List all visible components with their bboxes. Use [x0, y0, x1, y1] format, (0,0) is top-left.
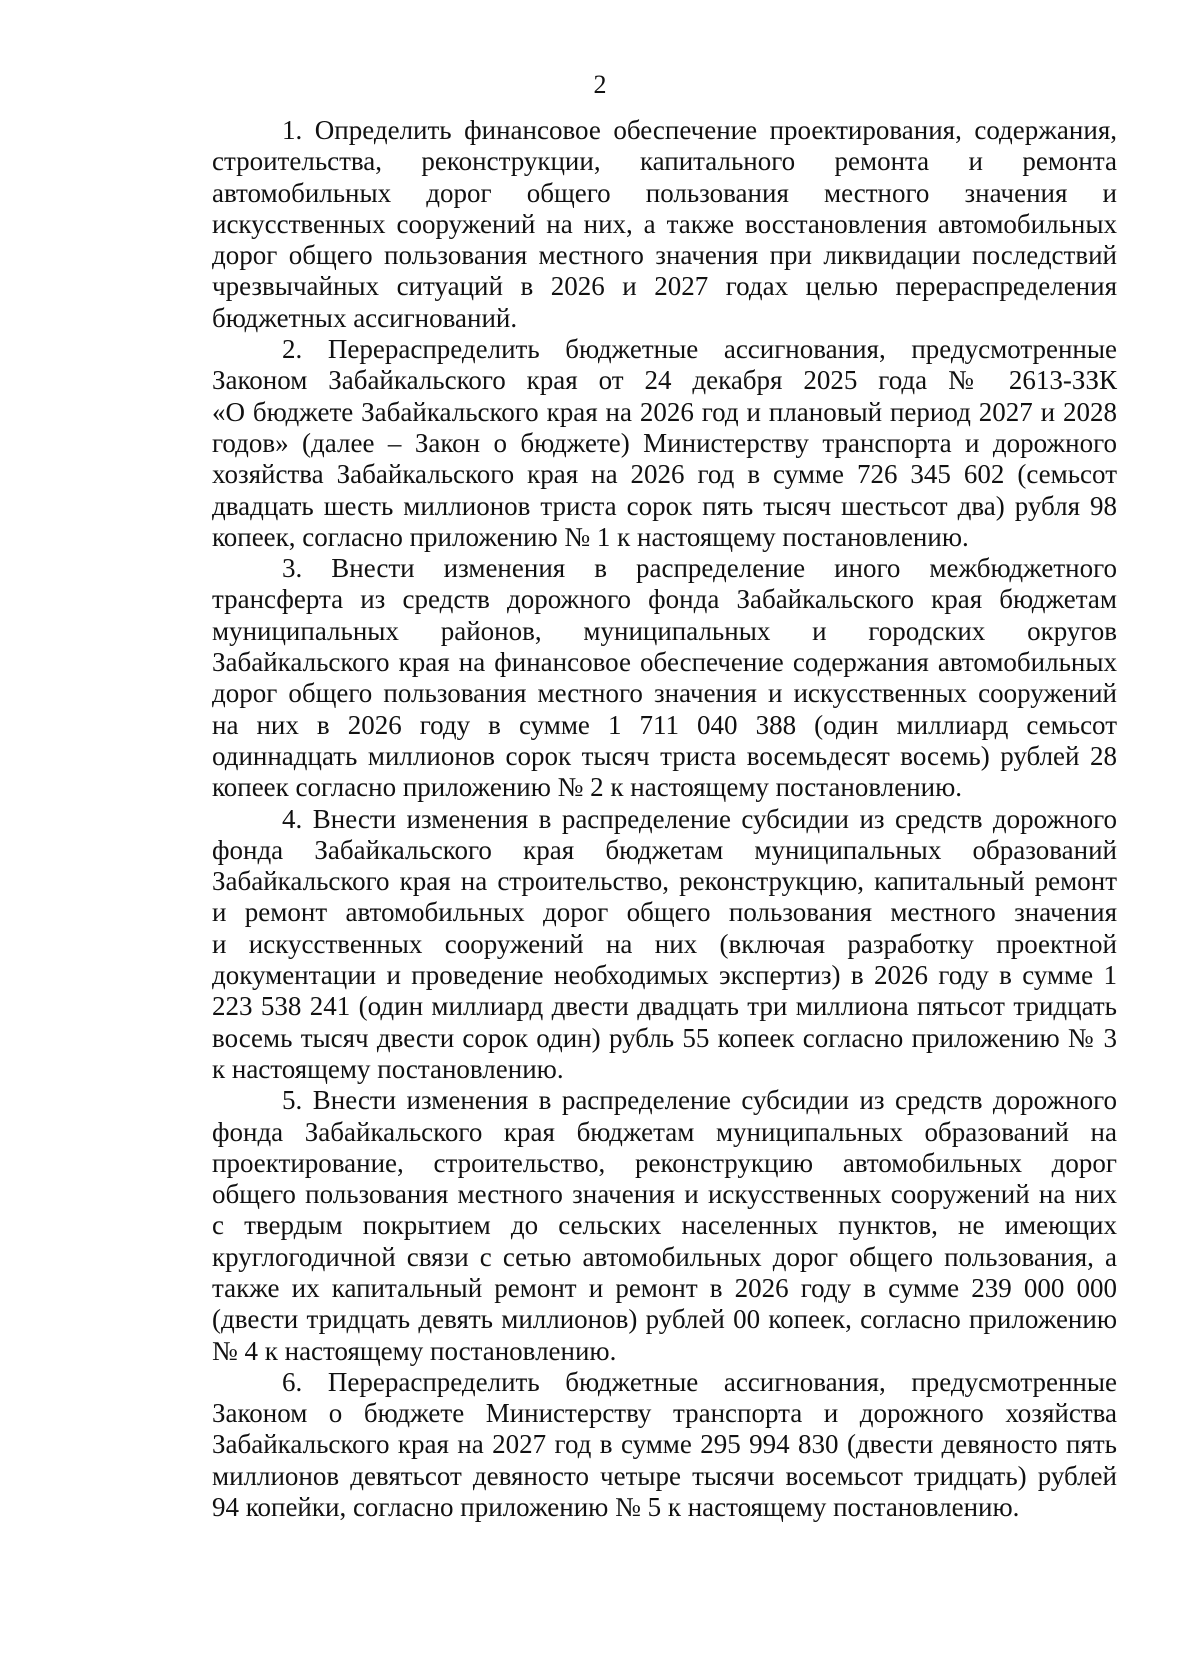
text-line: муниципальных районов, муниципальных и городских округов — [212, 615, 1117, 646]
paragraph-4 — [212, 804, 1117, 1086]
paragraph-3 — [212, 553, 1117, 803]
text-line: и искусственных сооружений на них (включая разработку проектной — [212, 928, 1117, 959]
paragraph-5 — [212, 1085, 1117, 1367]
text-line: двадцать шесть миллионов триста сорок пять тысяч шестьсот два) рубля 98 — [212, 490, 1117, 521]
text-line: Забайкальского края на 2027 год в сумме 295 994 830 (двести девяносто пять — [212, 1429, 1117, 1460]
text-line: 94 копейки, согласно приложению № 5 к настоящему постановлению. — [212, 1492, 1020, 1523]
text-line: к настоящему постановлению. — [212, 1053, 564, 1084]
text-line: 3. Внести изменения в распределение иного межбюджетного — [282, 553, 1117, 584]
text-line: и ремонт автомобильных дорог общего пользования местного значения — [212, 897, 1117, 928]
paragraph-2 — [212, 334, 1117, 553]
document-body — [212, 115, 1117, 1523]
text-line: документации и проведение необходимых экспертиз) в 2026 году в сумме 1 — [212, 960, 1117, 991]
page-number: 2 — [593, 70, 607, 99]
text-line: 223 538 241 (один миллиард двести двадцать три миллиона пятьсот тридцать — [212, 991, 1117, 1022]
text-line: Забайкальского края на финансовое обеспечение содержания автомобильных — [212, 647, 1117, 678]
text-line: годов» (далее – Закон о бюджете) Министерству транспорта и дорожного — [212, 427, 1117, 458]
text-line: общего пользования местного значения и искусственных сооружений на них — [212, 1179, 1117, 1210]
text-line: чрезвычайных ситуаций в 2026 и 2027 годах целью перераспределения — [212, 271, 1117, 302]
text-line: также их капитальный ремонт и ремонт в 2026 году в сумме 239 000 000 — [212, 1272, 1117, 1303]
paragraph-1 — [212, 115, 1117, 334]
text-line: дорог общего пользования местного значения и искусственных сооружений — [212, 678, 1117, 709]
text-line: 2. Перераспределить бюджетные ассигнования, предусмотренные — [282, 334, 1117, 365]
paragraph-6 — [212, 1367, 1117, 1523]
text-line: № 4 к настоящему постановлению. — [212, 1335, 617, 1366]
text-line: копеек, согласно приложению № 1 к настоящему постановлению. — [212, 521, 969, 552]
text-line: 5. Внести изменения в распределение субсидии из средств дорожного — [282, 1085, 1117, 1116]
text-line: с твердым покрытием до сельских населенных пунктов, не имеющих — [212, 1210, 1117, 1241]
text-line: 4. Внести изменения в распределение субсидии из средств дорожного — [282, 803, 1117, 834]
text-line: (двести тридцать девять миллионов) рублей 00 копеек, согласно приложению — [212, 1304, 1117, 1335]
text-line: Забайкальского края на строительство, реконструкцию, капитальный ремонт — [212, 866, 1117, 897]
text-line: проектирование, строительство, реконструкцию автомобильных дорог — [212, 1147, 1117, 1178]
text-line: круглогодичной связи с сетью автомобильных дорог общего пользования, а — [212, 1241, 1117, 1272]
text-line: автомобильных дорог общего пользования местного значения и — [212, 177, 1117, 208]
text-line: хозяйства Забайкальского края на 2026 год в сумме 726 345 602 (семьсот — [212, 459, 1117, 490]
text-line: «О бюджете Забайкальского края на 2026 год и плановый период 2027 и 2028 — [212, 396, 1117, 427]
text-line: искусственных сооружений на них, а также восстановления автомобильных — [212, 208, 1117, 239]
text-line: Законом о бюджете Министерству транспорта и дорожного хозяйства — [212, 1398, 1117, 1429]
text-line: бюджетных ассигнований. — [212, 302, 518, 333]
text-line: на них в 2026 году в сумме 1 711 040 388 (один миллиард семьсот — [212, 709, 1117, 740]
text-line: копеек согласно приложению № 2 к настоящему постановлению. — [212, 772, 963, 803]
text-line: фонда Забайкальского края бюджетам муниципальных образований на — [212, 1116, 1117, 1147]
text-line: одиннадцать миллионов сорок тысяч триста восемьдесят восемь) рублей 28 — [212, 740, 1117, 771]
text-line: восемь тысяч двести сорок один) рубль 55 копеек согласно приложению № 3 — [212, 1022, 1117, 1053]
text-line: дорог общего пользования местного значения при ликвидации последствий — [212, 240, 1117, 271]
text-line: 1. Определить финансовое обеспечение проектирования, содержания, — [282, 115, 1117, 145]
text-line: строительства, реконструкции, капитального ремонта и ремонта — [212, 146, 1117, 177]
text-line: Законом Забайкальского края от 24 декабря 2025 года № 2613-ЗЗК — [212, 365, 1117, 396]
text-line: миллионов девятьсот девяносто четыре тысячи восемьсот тридцать) рублей — [212, 1460, 1117, 1491]
text-line: трансферта из средств дорожного фонда Забайкальского края бюджетам — [212, 584, 1117, 615]
text-line: 6. Перераспределить бюджетные ассигнования, предусмотренные — [282, 1366, 1117, 1397]
text-line: фонда Забайкальского края бюджетам муниципальных образований — [212, 834, 1117, 865]
